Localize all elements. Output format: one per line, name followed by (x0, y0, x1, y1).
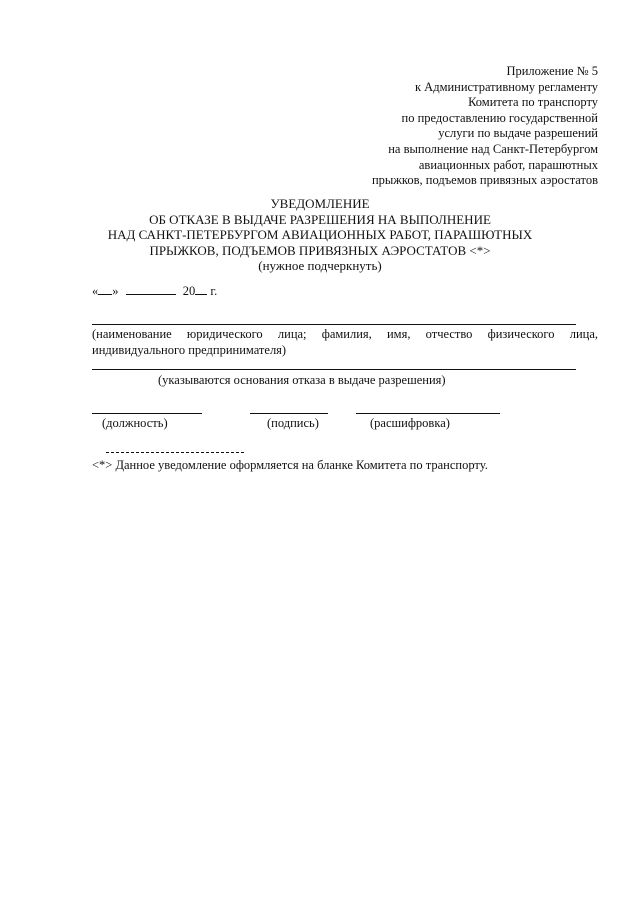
title-line: НАД САНКТ-ПЕТЕРБУРГОМ АВИАЦИОННЫХ РАБОТ, ПАРАШЮТНЫХ (107, 227, 533, 243)
reason-field-line (92, 369, 576, 370)
position-label: (должность) (102, 416, 168, 430)
appendix-line: авиационных работ, парашютных (418, 157, 598, 172)
title-line: УВЕДОМЛЕНИЕ (270, 196, 370, 211)
position-line (92, 413, 202, 414)
name-field-caption: (наименование юридического лица; фамилия, имя, отчество физического лица, индивидуального предпринимателя) (92, 327, 598, 357)
appendix-line: к Административному регламенту (414, 79, 598, 94)
appendix-line: на выполнение над Санкт-Петербургом (388, 141, 598, 156)
title-line: ПРЫЖКОВ, ПОДЪЕМОВ ПРИВЯЗНЫХ АЭРОСТАТОВ <*> (149, 242, 491, 258)
year-suffix: г. (210, 284, 218, 298)
appendix-line: услуги по выдаче разрешений (438, 126, 598, 141)
decoding-label: (расшифровка) (370, 416, 450, 430)
appendix-line: Комитета по транспорту (468, 95, 598, 110)
document-title (0, 196, 640, 274)
year-prefix: 20 (182, 284, 196, 298)
date-open-quote: « (92, 284, 99, 298)
name-field-line (92, 324, 576, 325)
date-close-quote: » (112, 284, 119, 298)
decoding-line (356, 413, 500, 414)
reason-field-caption: (указываются основания отказа в выдаче разрешения) (158, 373, 446, 387)
appendix-header (298, 64, 598, 189)
appendix-line: прыжков, подъемов привязных аэростатов (371, 173, 598, 188)
footnote-divider (106, 452, 244, 453)
signature-line (250, 413, 328, 414)
appendix-line: Приложение № 5 (506, 64, 598, 78)
appendix-line: по предоставлению государственной (401, 110, 598, 125)
title-line: ОБ ОТКАЗЕ В ВЫДАЧЕ РАЗРЕШЕНИЯ НА ВЫПОЛНЕНИЕ (149, 211, 491, 227)
title-subnote: (нужное подчеркнуть) (258, 258, 382, 274)
month-blank (126, 284, 176, 295)
day-blank (98, 284, 112, 295)
year-blank (195, 284, 207, 295)
signature-label: (подпись) (267, 416, 319, 430)
footnote-text: <*> Данное уведомление оформляется на бланке Комитета по транспорту. (92, 458, 488, 472)
date-field (92, 284, 217, 299)
